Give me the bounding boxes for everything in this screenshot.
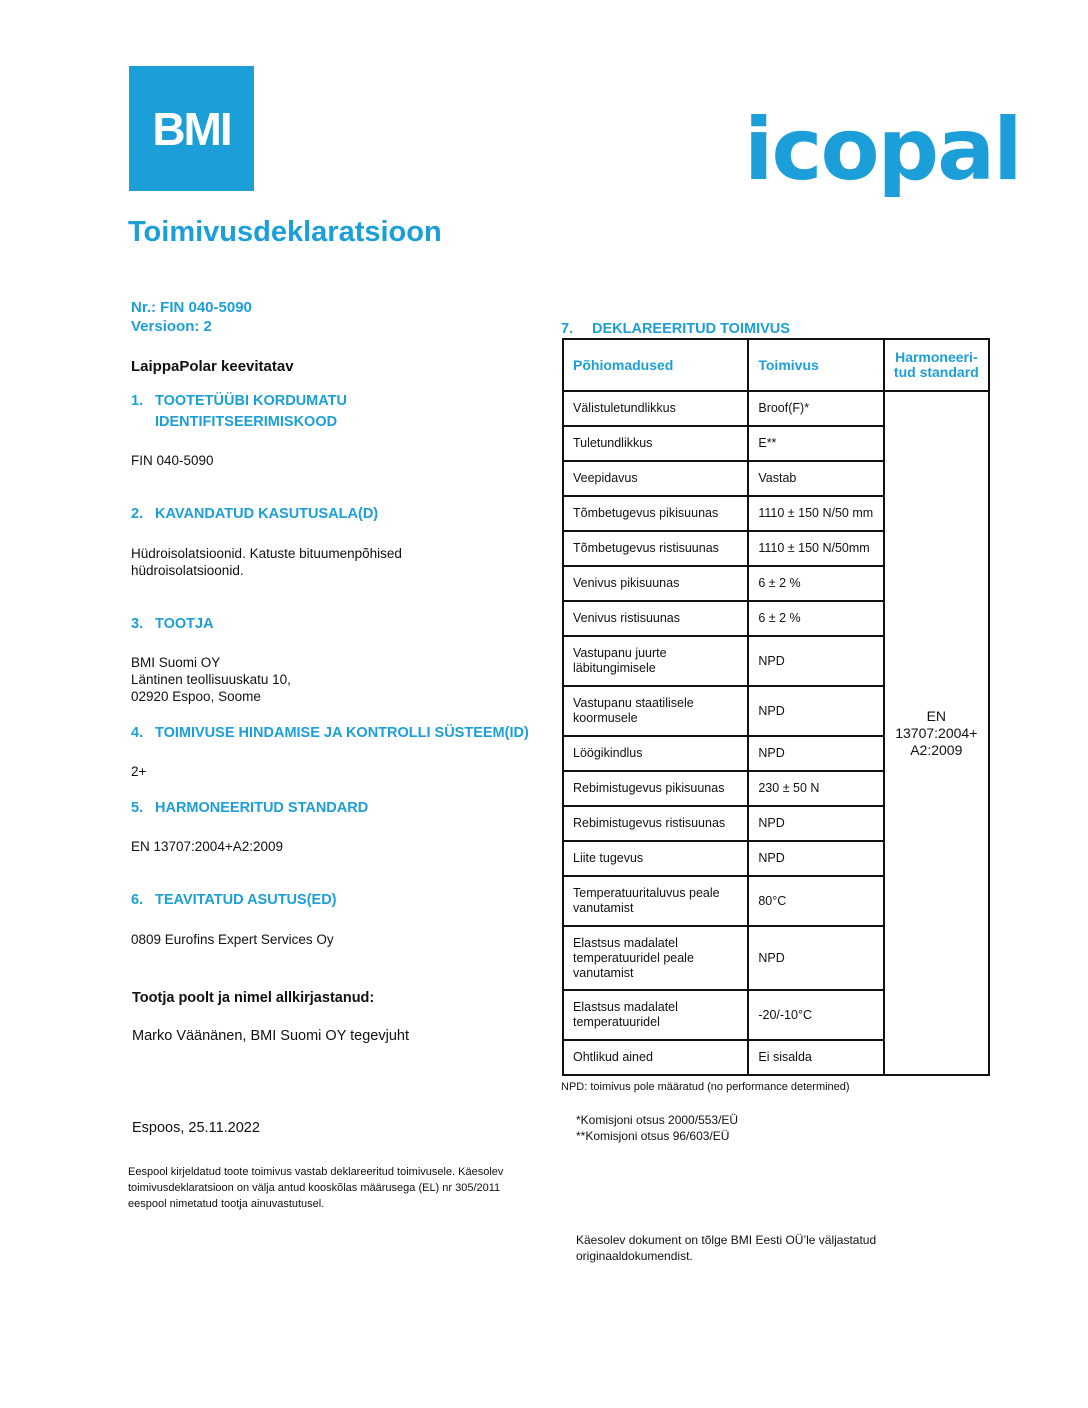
section-2-heading [131, 504, 378, 525]
place-date: Espoos, 25.11.2022 [132, 1120, 260, 1136]
translation-note-line: Käesolev dokument on tõlge BMI Eesti OÜ’le väljastatud [576, 1233, 877, 1247]
icopal-logo: icopal [744, 100, 1021, 200]
property-cell: Elastsus madalatel temperatuuridel [563, 990, 748, 1040]
section-5-heading [131, 798, 368, 819]
section-4-heading [131, 723, 529, 744]
value-cell: NPD [748, 841, 883, 876]
property-cell: Vastupanu staatilisele koormusele [563, 686, 748, 736]
section-title: TOOTJA [155, 616, 214, 632]
value-cell: Broof(F)* [748, 391, 883, 426]
property-cell: Venivus ristisuunas [563, 601, 748, 636]
property-cell: Tõmbetugevus ristisuunas [563, 531, 748, 566]
signatory-name: Marko Väänänen, BMI Suomi OY tegevjuht [132, 1028, 409, 1044]
body-line: 02920 Espoo, Soome [131, 689, 261, 704]
section-3-heading [131, 614, 214, 635]
section-6-heading [131, 890, 337, 911]
value-cell: 80°C [748, 876, 883, 926]
header-standard-line: Harmoneeri- [895, 349, 978, 365]
value-cell: NPD [748, 926, 883, 990]
standard-line: EN [926, 707, 947, 724]
property-cell: Löögikindlus [563, 736, 748, 771]
disclaimer [128, 1164, 503, 1212]
section-number: 7. [561, 321, 574, 337]
body-line: FIN 040-5090 [131, 453, 214, 468]
section-2-body [131, 545, 402, 579]
section-1-heading [131, 391, 347, 433]
disclaimer-line: toimivusdeklaratsioon on välja antud kooskõlas määrusega (EL) nr 305/2011 [128, 1182, 501, 1194]
table-header-row [563, 339, 989, 391]
body-line: hüdroisolatsioonid. [131, 563, 244, 578]
value-cell: NPD [748, 806, 883, 841]
section-number: 1. [131, 393, 144, 409]
document-number: Nr.: FIN 040-5090 [131, 299, 252, 316]
translation-note [576, 1232, 876, 1264]
body-line: BMI Suomi OY [131, 655, 221, 670]
section-4-body [131, 763, 146, 780]
npd-note: NPD: toimivus pole määratud (no performance determined) [561, 1081, 850, 1093]
header-performance: Toimivus [748, 339, 883, 391]
performance-table [562, 338, 990, 1076]
standard-cell [884, 391, 989, 1075]
header-property: Põhiomadused [563, 339, 748, 391]
disclaimer-line: Eespool kirjeldatud toote toimivus vastab deklareeritud toimivusele. Käesolev [128, 1166, 504, 1178]
value-cell: NPD [748, 686, 883, 736]
standard-line: A2:2009 [910, 741, 963, 758]
section-number: 5. [131, 800, 144, 816]
property-cell: Tuletundlikkus [563, 426, 748, 461]
body-line: Hüdroisolatsioonid. Katuste bituumenpõhised [131, 546, 402, 561]
section-5-body [131, 838, 283, 855]
section-number: 4. [131, 725, 144, 741]
property-cell: Liite tugevus [563, 841, 748, 876]
property-cell: Rebimistugevus pikisuunas [563, 771, 748, 806]
section-number: 6. [131, 892, 144, 908]
section-title: TOOTETÜÜBI KORDUMATU [155, 393, 347, 409]
bmi-logo-text: BMI [152, 102, 231, 155]
value-cell: E** [748, 426, 883, 461]
body-line: Läntinen teollisuuskatu 10, [131, 672, 291, 687]
body-line: 2+ [131, 764, 147, 779]
value-cell: 6 ± 2 % [748, 601, 883, 636]
footnote: *Komisjoni otsus 2000/553/EÜ [576, 1113, 739, 1127]
value-cell: Vastab [748, 461, 883, 496]
property-cell: Veepidavus [563, 461, 748, 496]
property-cell: Temperatuuritaluvus peale vanutamist [563, 876, 748, 926]
value-cell: 6 ± 2 % [748, 566, 883, 601]
header-standard [884, 339, 989, 391]
property-cell: Tõmbetugevus pikisuunas [563, 496, 748, 531]
body-line: 0809 Eurofins Expert Services Oy [131, 932, 334, 947]
bmi-logo [129, 66, 254, 191]
table-row [563, 391, 989, 426]
section-title: DEKLAREERITUD TOIMIVUS [592, 321, 790, 337]
value-cell: Ei sisalda [748, 1040, 883, 1075]
property-cell: Vastupanu juurte läbitungimisele [563, 636, 748, 686]
footnote: **Komisjoni otsus 96/603/EÜ [576, 1129, 730, 1143]
value-cell: 1110 ± 150 N/50mm [748, 531, 883, 566]
product-name: LaippaPolar keevitatav [131, 358, 294, 375]
signature-label: Tootja poolt ja nimel allkirjastanud: [132, 990, 375, 1006]
section-title: HARMONEERITUD STANDARD [155, 800, 369, 816]
section-3-body [131, 654, 291, 705]
section-title: TEAVITATUD ASUTUS(ED) [155, 892, 337, 908]
section-1-body [131, 452, 214, 469]
header-standard-line: tud standard [893, 364, 979, 380]
disclaimer-line: eespool nimetatud tootja ainuvastutusel. [128, 1198, 325, 1210]
page-title: Toimivusdeklaratsioon [128, 216, 442, 248]
section-7-heading [561, 319, 790, 340]
footnotes [576, 1112, 738, 1144]
property-cell: Rebimistugevus ristisuunas [563, 806, 748, 841]
section-number: 2. [131, 506, 144, 522]
property-cell: Venivus pikisuunas [563, 566, 748, 601]
value-cell: 230 ± 50 N [748, 771, 883, 806]
value-cell: -20/-10°C [748, 990, 883, 1040]
value-cell: NPD [748, 636, 883, 686]
translation-note-line: originaaldokumendist. [576, 1249, 693, 1263]
body-line: EN 13707:2004+A2:2009 [131, 839, 284, 854]
document-version: Versioon: 2 [131, 318, 212, 335]
section-title: KAVANDATUD KASUTUSALA(D) [155, 506, 379, 522]
section-title: TOIMIVUSE HINDAMISE JA KONTROLLI SÜSTEEM(ID) [155, 725, 529, 741]
value-cell: NPD [748, 736, 883, 771]
section-title-cont: IDENTIFITSEERIMISKOOD [155, 414, 338, 430]
property-cell: Ohtlikud ained [563, 1040, 748, 1075]
value-cell: 1110 ± 150 N/50 mm [748, 496, 883, 531]
section-6-body [131, 931, 334, 948]
section-number: 3. [131, 616, 144, 632]
property-cell: Elastsus madalatel temperatuuridel peale vanutamist [563, 926, 748, 990]
standard-line: 13707:2004+ [895, 724, 978, 741]
property-cell: Välistuletundlikkus [563, 391, 748, 426]
